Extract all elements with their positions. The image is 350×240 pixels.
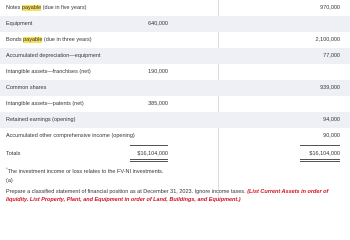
table-row: [0, 80, 350, 96]
credit-value: 2,100,000: [315, 37, 340, 43]
table-row: [0, 112, 350, 128]
account-label: Accumulated depreciation—equipment: [6, 53, 101, 59]
table-row: [0, 0, 350, 16]
double-rule-debit-2: [130, 161, 168, 162]
account-label: Intangible assets—franchises (net): [6, 69, 91, 75]
credit-value: 94,000: [323, 117, 340, 123]
account-label: Equipment: [6, 21, 33, 27]
credit-value: 970,000: [320, 5, 340, 11]
credit-value: 90,000: [323, 133, 340, 139]
table-row: [0, 16, 350, 32]
account-label: Totals: [6, 151, 21, 157]
highlighted-word: payable: [23, 37, 43, 43]
table-row: [0, 96, 350, 112]
account-label: Notes payable (due in five years): [6, 5, 87, 11]
table-row: [0, 64, 350, 80]
credit-value: 77,000: [323, 53, 340, 59]
part-label: (a): [6, 178, 13, 184]
account-label: Retained earnings (opening): [6, 117, 76, 123]
instruction-note: (List Current Assets in order of liquidity. List Property, Plant, and Equipment in order of Land, Buildings, and Equipment.): [6, 189, 329, 203]
debit-value: 190,000: [148, 69, 168, 75]
highlighted-word: payable: [21, 5, 42, 11]
debit-value: 385,000: [148, 101, 168, 107]
account-label: Common shares: [6, 85, 47, 91]
instruction-text: Prepare a classified statement of financial position as at December 31, 2023. Ignore income taxes. (List Current Assets in order of liquidity. List Property, Plant, and Equipment in order of Land, Buildings, and Equipment.): [6, 189, 329, 203]
table-row: [0, 32, 350, 48]
credit-total: $16,104,000: [309, 151, 340, 157]
account-label: Bonds payable (due in three years): [6, 37, 92, 43]
double-rule-credit: [300, 159, 340, 160]
debit-total: $16,104,000: [137, 151, 168, 157]
footnote: *The investment income or loss relates to the FV-NI investments.: [6, 166, 164, 175]
account-label: Accumulated other comprehensive income (opening): [6, 133, 135, 139]
credit-value: 939,000: [320, 85, 340, 91]
double-rule-credit-2: [300, 161, 340, 162]
table-row: [0, 128, 350, 144]
double-rule-debit: [130, 159, 168, 160]
table-row-totals: [0, 146, 350, 162]
account-label: Intangible assets—patents (net): [6, 101, 84, 107]
debit-value: 640,000: [148, 21, 168, 27]
table-row: [0, 48, 350, 64]
